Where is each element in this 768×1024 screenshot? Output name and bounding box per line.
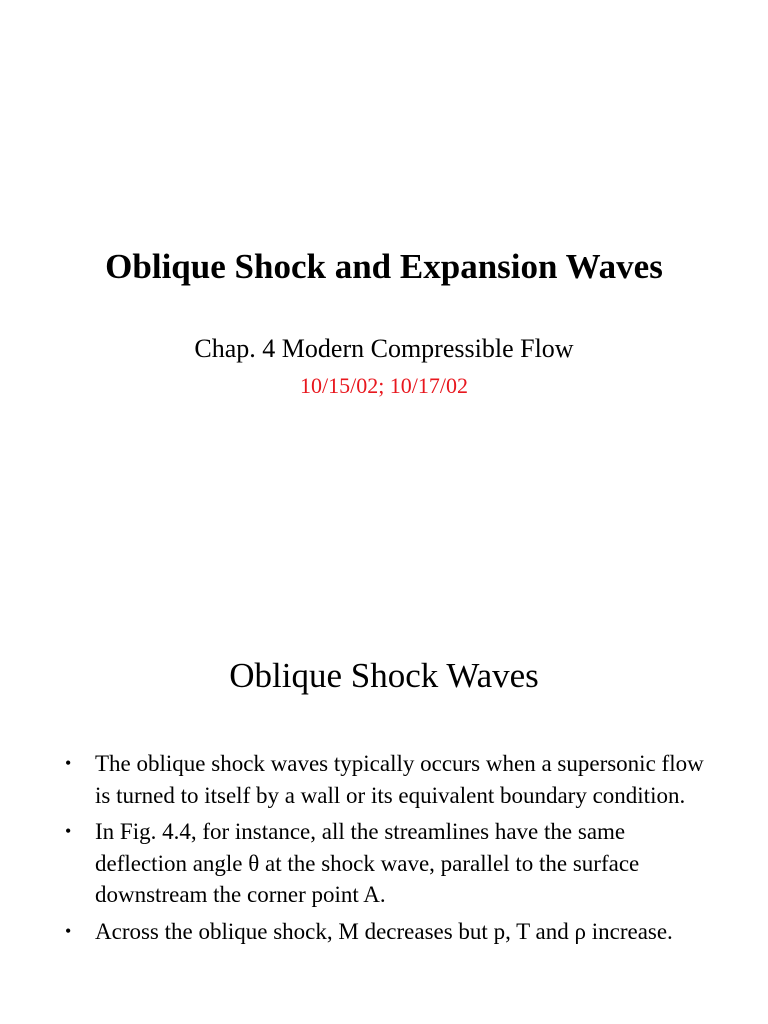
bullet-text: Across the oblique shock, M decreases but p, T and ρ increase.: [95, 918, 673, 944]
bullet-icon: •: [65, 821, 72, 841]
bullet-text: The oblique shock waves typically occurs when a supersonic flow is turned to itself by a wall or its equivalent boundary condition.: [95, 751, 704, 808]
list-item: [62, 748, 722, 811]
bullet-list: [62, 748, 722, 952]
slide-subtitle: Chap. 4 Modern Compressible Flow: [194, 334, 574, 363]
list-item: [62, 816, 722, 911]
bullet-icon: •: [65, 753, 72, 773]
list-item: [62, 916, 722, 948]
content-slide: [0, 512, 768, 1024]
bullet-text: In Fig. 4.4, for instance, all the streamlines have the same deflection angle θ at the shock wave, parallel to the surface downstream the corner point A.: [95, 819, 640, 907]
slide-title: Oblique Shock and Expansion Waves: [105, 247, 663, 286]
bullet-icon: •: [65, 920, 72, 941]
section-title: Oblique Shock Waves: [229, 656, 539, 695]
lecture-dates: 10/15/02; 10/17/02: [299, 373, 469, 398]
